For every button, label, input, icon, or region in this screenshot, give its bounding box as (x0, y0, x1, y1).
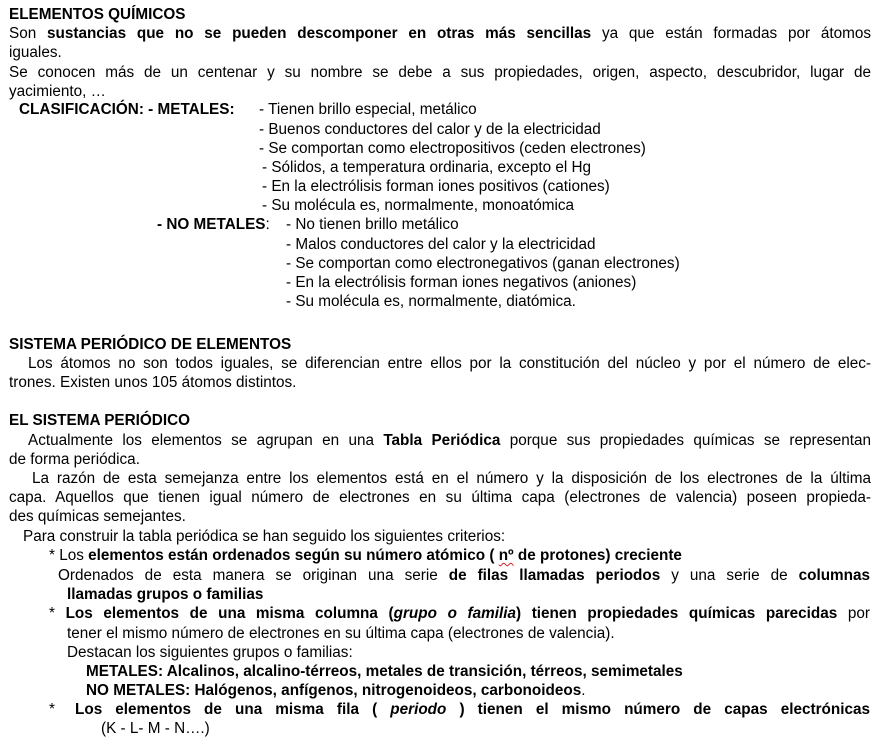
criterio-3-line-2: (K - L- M - N….) (101, 720, 210, 737)
no-metales-item: - Se comportan como electronegativos (ganan electrones) (286, 255, 680, 272)
criterio-1-line-1: * Los elementos están ordenados según su número atómico ( nº de protones) creciente (49, 547, 682, 564)
metales-item: - Sólidos, a temperatura ordinaria, excepto el Hg (262, 159, 592, 176)
metales-item: - Su molécula es, normalmente, monoatómica (262, 197, 575, 214)
metales-item: - Buenos conductores del calor y de la electricidad (259, 121, 601, 138)
clasificacion-metales-label: CLASIFICACIÓN: - METALES: (19, 101, 235, 118)
criterio-1-line-3: llamadas grupos o familias (67, 586, 264, 603)
sistema-paragraph-line-1: Los átomos no son todos iguales, se diferencian entre ellos por la constitución del núcleo y por el número de elec- (28, 355, 871, 372)
known-line-1: Se conocen más de un centenar y su nombre se debe a sus propiedades, origen, aspecto, descubridor, lugar de (9, 64, 871, 81)
tabla-paragraph-2-line-1: La razón de esta semejanza entre los elementos está en el número y la disposición de los electrones de la última (32, 470, 871, 487)
metales-item: - Tienen brillo especial, metálico (259, 101, 477, 118)
criterio-3-bullet: * (49, 701, 55, 718)
known-line-2: yacimiento, … (9, 83, 106, 100)
tabla-paragraph-1-line-2: de forma periódica. (9, 451, 140, 468)
criterio-2-line-3: Destacan los siguientes grupos o familias: (67, 644, 353, 661)
no-metales-item: - En la electrólisis forman iones negativos (aniones) (286, 274, 637, 291)
metales-item: - En la electrólisis forman iones positivos (cationes) (262, 178, 610, 195)
definition-line-2: iguales. (9, 44, 62, 61)
section-title-tabla: EL SISTEMA PERIÓDICO (9, 412, 191, 429)
tabla-paragraph-2-line-3: des químicas semejantes. (9, 508, 186, 525)
sistema-paragraph-line-2: trones. Existen unos 105 átomos distintos. (9, 374, 297, 391)
criterio-1-line-2: Ordenados de esta manera se originan una serie de filas llamadas periodos y una serie de columnas (58, 567, 871, 584)
criterios-intro: Para construir la tabla periódica se han seguido los siguientes criterios: (23, 528, 506, 545)
definition-line-1: Son sustancias que no se pueden descomponer en otras más sencillas ya que están formadas por átomos (9, 25, 871, 42)
section-title-elementos: ELEMENTOS QUÍMICOS (9, 6, 186, 23)
metales-families: METALES: Alcalinos, alcalino-térreos, metales de transición, térreos, semimetales (86, 663, 683, 680)
tabla-paragraph-2-line-2: capa. Aquellos que tienen igual número de electrones en su última capa (electrones de valencia) poseen propieda- (9, 489, 871, 506)
criterio-2-line-1: * Los elementos de una misma columna (grupo o familia) tienen propiedades químicas parecidas por (49, 605, 871, 622)
metales-item: - Se comportan como electropositivos (ceden electrones) (259, 140, 646, 157)
criterio-3-line-1: Los elementos de una misma fila ( periodo ) tienen el mismo número de capas electrónicas (75, 701, 870, 718)
no-metales-label: - NO METALES: (157, 216, 270, 233)
criterio-2-line-2: tener el mismo número de electrones en su última capa (electrones de valencia). (67, 625, 615, 642)
section-title-sistema: SISTEMA PERIÓDICO DE ELEMENTOS (9, 336, 292, 353)
no-metales-item: - No tienen brillo metálico (286, 216, 459, 233)
no-metales-item: - Su molécula es, normalmente, diatómica. (286, 293, 576, 310)
no-metales-families: NO METALES: Halógenos, anfígenos, nitrogenoideos, carbonoideos. (86, 682, 586, 699)
no-metales-item: - Malos conductores del calor y la electricidad (286, 236, 596, 253)
tabla-paragraph-1-line-1: Actualmente los elementos se agrupan en una Tabla Periódica porque sus propiedades químicas se representan (28, 432, 872, 449)
